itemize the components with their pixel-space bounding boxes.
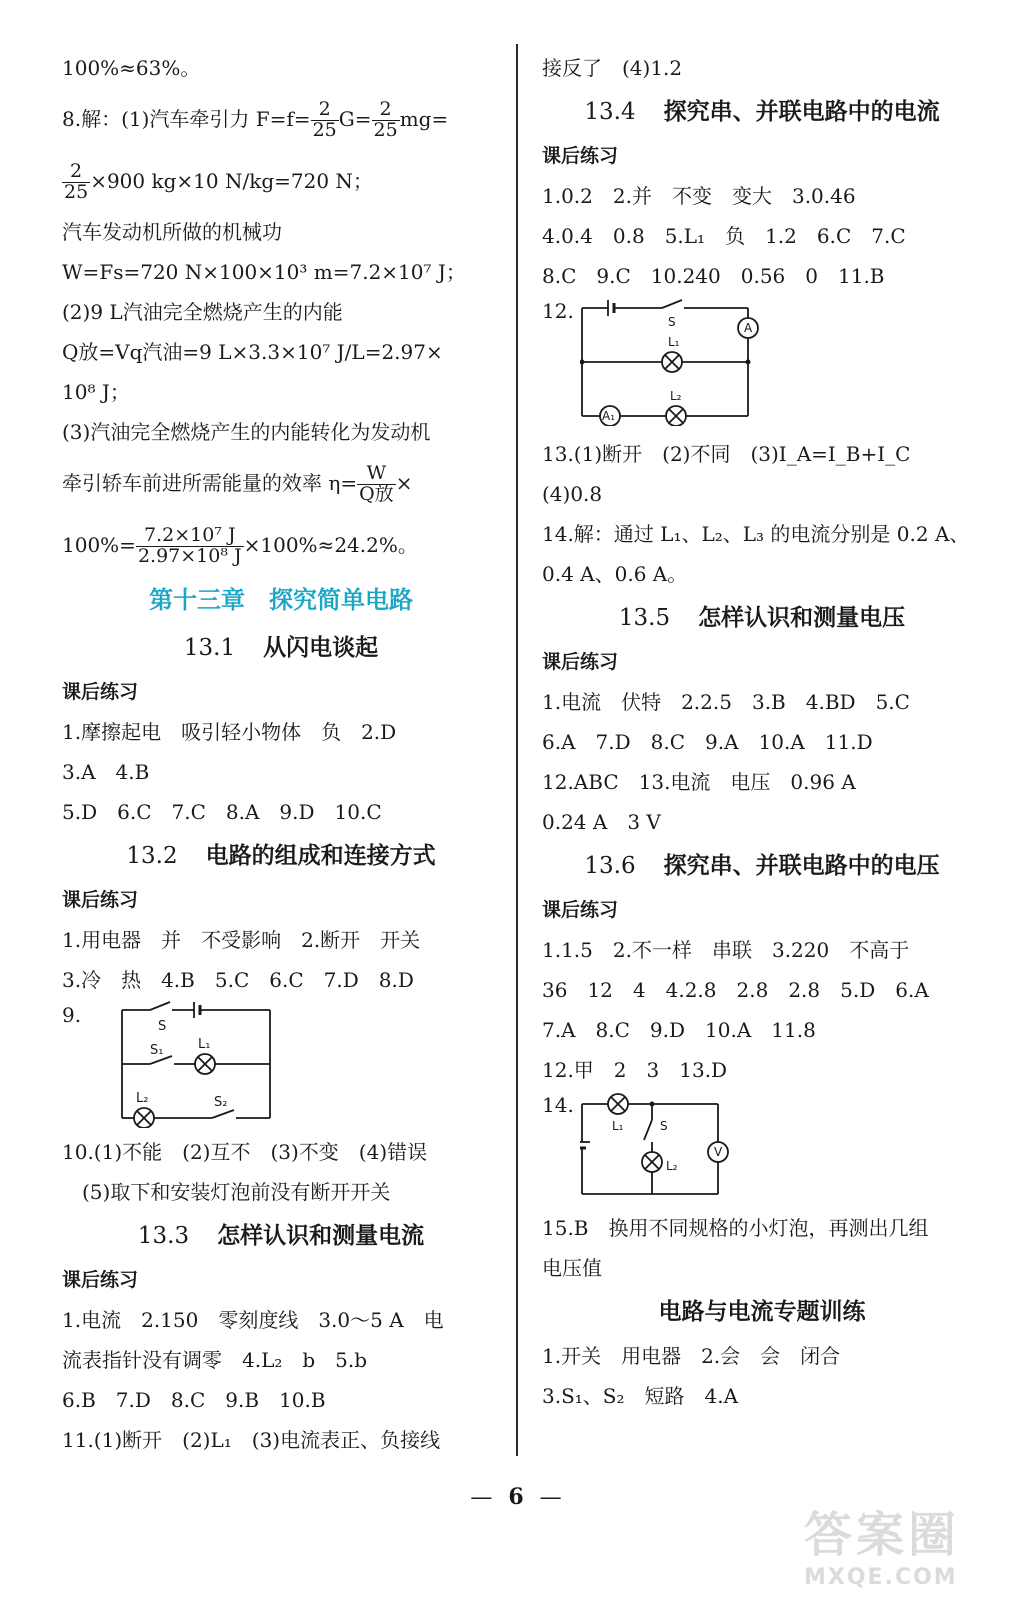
answer-line: (3)汽油完全燃烧产生的内能转化为发动机 [62, 420, 431, 444]
label-v: V [714, 1145, 723, 1159]
answer-line: 12.甲 2 3 13.D [542, 1058, 728, 1082]
answer-line: 10⁸ J； [62, 380, 130, 404]
chapter-title: 第十三章 探究简单电路 [149, 586, 413, 614]
column-divider [516, 44, 518, 1456]
label-s2: S₂ [214, 1095, 228, 1110]
section-heading [62, 832, 500, 880]
answer-line: 100%≈63%。 [62, 56, 201, 80]
answer-line: 6.B 7.D 8.C 9.B 10.B [62, 1388, 326, 1412]
answer-line: 1.0.2 2.并 不变 变大 3.0.46 [542, 184, 856, 208]
answer-line: 3.S₁、S₂ 短路 4.A [542, 1384, 739, 1408]
answer-line: 11.(1)断开 (2)L₁ (3)电流表正、负接线 [62, 1428, 441, 1452]
practice-heading: 课后练习 [542, 651, 619, 673]
circuit-q9 [62, 1000, 500, 1132]
answer-line: 15.B 换用不同规格的小灯泡，再测出几组 [542, 1216, 929, 1240]
answer-line: 0.24 A 3 V [542, 810, 661, 834]
section-heading [542, 594, 982, 642]
answer-line: W=Fs=720 N×100×10³ m=7.2×10⁷ J； [62, 260, 466, 284]
watermark-text: 答案圈 [804, 1507, 961, 1563]
circuit-q12 [542, 296, 982, 434]
label-a: A [744, 321, 753, 335]
label-l2: L₂ [136, 1091, 149, 1106]
section-title: 探究串、并联电路中的电压 [663, 853, 940, 879]
practice-heading: 课后练习 [62, 681, 139, 703]
answer-line: 汽车发动机所做的机械功 [62, 220, 282, 244]
formula-text: G= [338, 107, 372, 131]
page-number-value: 6 [508, 1484, 524, 1510]
fraction [62, 162, 90, 203]
section-title: 电路的组成和连接方式 [205, 843, 436, 869]
fraction [372, 100, 400, 141]
answer-line: 1.电流 伏特 2.2.5 3.B 4.BD 5.C [542, 690, 910, 714]
label-a1: A₁ [602, 409, 616, 423]
fraction [136, 526, 244, 567]
fraction-denominator: 25 [312, 119, 337, 141]
section-heading: 电路与电流专题训练 [658, 1299, 866, 1325]
page-number: — 6 — [470, 1484, 562, 1510]
answer-line: 1.1.5 2.不一样 串联 3.220 不高于 [542, 938, 910, 962]
section-number: 13.2 [126, 843, 178, 869]
practice-heading: 课后练习 [542, 145, 619, 167]
section-title: 怎样认识和测量电压 [698, 605, 906, 631]
section-number: 13.3 [137, 1223, 190, 1249]
practice-heading: 课后练习 [542, 899, 619, 921]
section-heading [542, 842, 982, 890]
formula-text: ×900 kg×10 N/kg=720 N； [90, 169, 373, 193]
answer-line: Q放=Vq汽油=9 L×3.3×10⁷ J/L=2.97× [62, 340, 443, 364]
answer-line: 13.(1)断开 (2)不同 (3)I_A=I_B+I_C [542, 442, 911, 466]
answer-line: (5)取下和安装灯泡前没有断开开关 [82, 1180, 391, 1204]
fraction-denominator: 25 [64, 181, 89, 203]
label-s: S [158, 1019, 167, 1034]
watermark-logo [804, 1496, 1004, 1592]
answer-line: 1.电流 2.150 零刻度线 3.0～5 A 电 [62, 1308, 444, 1332]
circuit-q14 [542, 1090, 982, 1208]
watermark-url: MXQE.COM [804, 1565, 958, 1590]
answer-line: 接反了 (4)1.2 [542, 56, 683, 80]
section-heading [62, 624, 500, 672]
answer-line: 0.4 A、0.6 A。 [542, 562, 688, 586]
fraction-numerator: 7.2×10⁷ J [136, 526, 244, 547]
circuit-diagram [580, 1090, 770, 1202]
answer-line: 1.摩擦起电 吸引轻小物体 负 2.D [62, 720, 397, 744]
circuit-diagram [580, 296, 770, 426]
left-column [62, 48, 500, 1460]
answer-line: (2)9 L汽油完全燃烧产生的内能 [62, 300, 343, 324]
label-l2: L₂ [670, 389, 682, 403]
answer-line: (4)0.8 [542, 482, 603, 506]
section-title: 从闪电谈起 [263, 635, 379, 661]
right-column [542, 48, 982, 1416]
answer-line: 3.A 4.B [62, 760, 150, 784]
answer-line: 6.A 7.D 8.C 9.A 10.A 11.D [542, 730, 873, 754]
section-number: 13.6 [584, 853, 636, 879]
section-title: 探究串、并联电路中的电流 [663, 99, 940, 125]
section-number: 13.1 [183, 635, 236, 661]
label-l2: L₂ [666, 1159, 678, 1173]
answer-line: 14.解：通过 L₁、L₂、L₃ 的电流分别是 0.2 A、 [542, 522, 970, 546]
fraction [357, 464, 396, 505]
answer-line [62, 150, 500, 212]
section-number: 13.4 [584, 99, 636, 125]
question-number: 14. [542, 1093, 574, 1117]
answer-line: 8.C 9.C 10.240 0.56 0 11.B [542, 264, 885, 288]
label-l1: L₁ [198, 1037, 211, 1052]
answer-line [62, 514, 500, 576]
answer-line [62, 452, 500, 514]
section-title: 怎样认识和测量电流 [217, 1223, 425, 1249]
label-l1: L₁ [612, 1119, 624, 1133]
fraction-numerator: W [357, 464, 396, 485]
answer-line: 3.冷 热 4.B 5.C 6.C 7.D 8.D [62, 968, 414, 992]
practice-heading: 课后练习 [62, 1269, 139, 1291]
section-heading [542, 88, 982, 136]
label-s: S [660, 1119, 668, 1133]
formula-text: 牵引轿车前进所需能量的效率 η= [62, 471, 358, 495]
label-s: S [668, 315, 676, 329]
label-s1: S₁ [150, 1043, 164, 1058]
answer-line: 7.A 8.C 9.D 10.A 11.8 [542, 1018, 816, 1042]
formula-text: 8.解：(1)汽车牵引力 F=f= [62, 107, 311, 131]
answer-line: 12.ABC 13.电流 电压 0.96 A [542, 770, 856, 794]
answer-line: 流表指针没有调零 4.L₂ b 5.b [62, 1348, 368, 1372]
section-number: 13.5 [618, 605, 671, 631]
answer-line: 1.开关 用电器 2.会 会 闭合 [542, 1344, 841, 1368]
formula-text: 100%= [62, 533, 136, 557]
fraction-denominator: Q放 [359, 483, 394, 505]
circuit-diagram [100, 1000, 280, 1128]
section-heading [62, 1212, 500, 1260]
answer-line: 电压值 [542, 1256, 602, 1280]
formula-text: ×100%≈24.2%。 [243, 533, 418, 557]
answer-line: 4.0.4 0.8 5.L₁ 负 1.2 6.C 7.C [542, 224, 906, 248]
answer-line: 5.D 6.C 7.C 8.A 9.D 10.C [62, 800, 382, 824]
answer-line: 10.(1)不能 (2)互不 (3)不变 (4)错误 [62, 1140, 428, 1164]
practice-heading: 课后练习 [62, 889, 139, 911]
formula-text: × [395, 471, 413, 495]
fraction-numerator: 2 [62, 162, 90, 183]
question-number: 12. [542, 299, 574, 323]
answer-line: 36 12 4 4.2.8 2.8 2.8 5.D 6.A [542, 978, 929, 1002]
question-number: 9. [62, 1003, 82, 1027]
fraction-numerator: 2 [372, 100, 400, 121]
fraction-denominator: 25 [373, 119, 398, 141]
fraction-numerator: 2 [311, 100, 339, 121]
answer-line: 1.用电器 并 不受影响 2.断开 开关 [62, 928, 421, 952]
fraction-denominator: 2.97×10⁸ J [137, 545, 242, 567]
formula-text: mg= [399, 107, 449, 131]
fraction [311, 100, 339, 141]
label-l1: L₁ [668, 335, 680, 349]
answer-line [62, 88, 500, 150]
